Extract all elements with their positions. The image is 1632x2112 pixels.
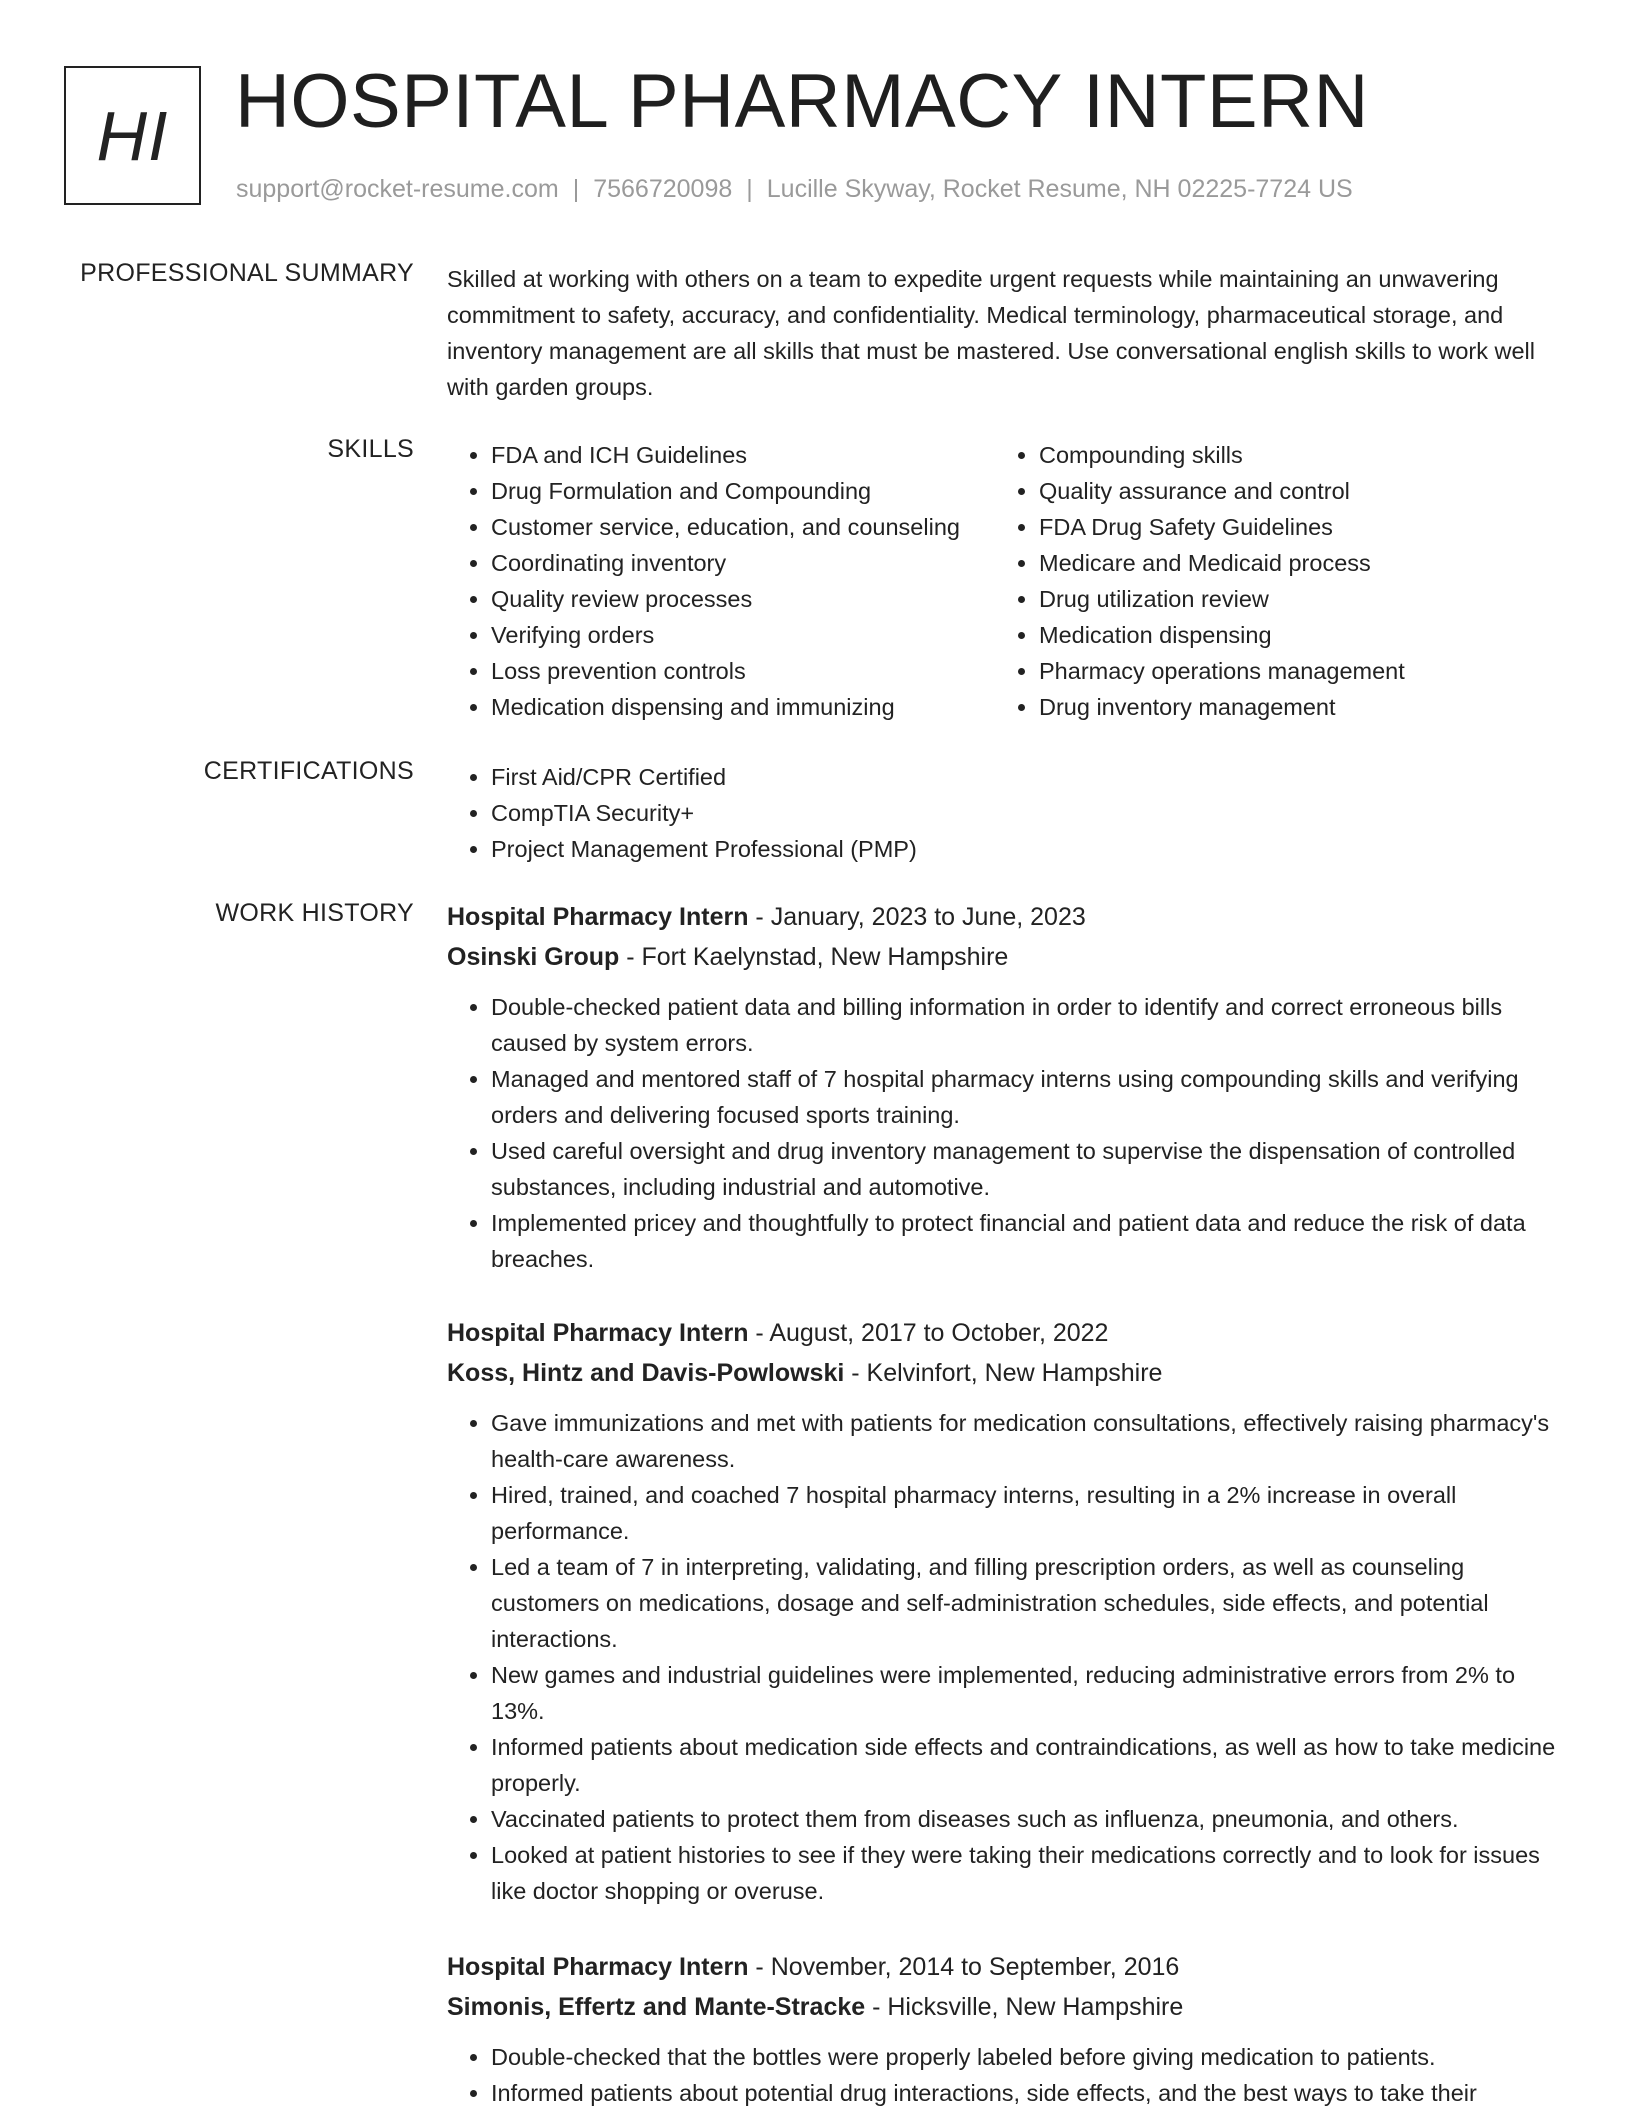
skill-item: • Coordinating inventory bbox=[491, 545, 995, 581]
summary-text: Skilled at working with others on a team to expedite urgent requests while maintaining an unwavering commitment to safety, accuracy, and confidentiality. Medical terminology, pharmaceutical storage, and inventory management are all skills that must be mastered. Use conversational english skills to work well with garden groups. bbox=[447, 266, 1535, 400]
certification-item: • Project Management Professional (PMP) bbox=[491, 831, 1565, 867]
job-dates: - November, 2014 to September, 2016 bbox=[748, 1953, 1180, 1981]
job-entry bbox=[447, 1313, 1565, 1909]
skill-item: • Medicare and Medicaid process bbox=[1039, 545, 1599, 581]
job-bullet: • Managed and mentored staff of 7 hospital pharmacy interns using compounding skills and verifying orders and delivering focused sports training. bbox=[491, 1061, 1565, 1133]
job-bullet-list bbox=[447, 2039, 1565, 2111]
section-label-certifications: CERTIFICATIONS bbox=[203, 757, 414, 785]
job-bullet: • Double-checked that the bottles were properly labeled before giving medication to patients. bbox=[491, 2039, 1565, 2075]
skill-item: • Medication dispensing and immunizing bbox=[491, 689, 995, 725]
skill-item: • Drug Formulation and Compounding bbox=[491, 473, 995, 509]
section-label-skills: SKILLS bbox=[327, 435, 414, 463]
job-bullet: • Led a team of 7 in interpreting, validating, and filling prescription orders, as well as counseling customers on medications, dosage and self-administration schedules, side effects, and potential interactions. bbox=[491, 1549, 1565, 1657]
skill-item: • Quality assurance and control bbox=[1039, 473, 1599, 509]
monogram-badge: HI bbox=[64, 66, 201, 205]
section-label-work-history: WORK HISTORY bbox=[215, 899, 414, 927]
skill-item: • Customer service, education, and counseling bbox=[491, 509, 995, 545]
job-dates: - January, 2023 to June, 2023 bbox=[748, 903, 1086, 931]
job-bullet: • Hired, trained, and coached 7 hospital pharmacy interns, resulting in a 2% increase in overall performance. bbox=[491, 1477, 1565, 1549]
job-title: Hospital Pharmacy Intern bbox=[447, 1953, 749, 1981]
job-company: Osinski Group bbox=[447, 943, 620, 971]
contact-separator: | bbox=[746, 175, 753, 203]
contact-email[interactable]: support@rocket-resume.com bbox=[236, 175, 559, 203]
job-company-line bbox=[447, 1353, 1565, 1393]
skill-item: • Verifying orders bbox=[491, 617, 995, 653]
section-label-summary: PROFESSIONAL SUMMARY bbox=[80, 259, 414, 287]
job-location: - Hicksville, New Hampshire bbox=[865, 1993, 1184, 2021]
job-company-line bbox=[447, 1987, 1565, 2027]
contact-separator: | bbox=[572, 175, 580, 203]
job-bullet: • Implemented pricey and thoughtfully to protect financial and patient data and reduce the risk of data breaches. bbox=[491, 1205, 1565, 1277]
skill-item: • Drug inventory management bbox=[1039, 689, 1599, 725]
job-company: Koss, Hintz and Davis-Powlowski bbox=[447, 1359, 845, 1387]
certification-item: • First Aid/CPR Certified bbox=[491, 759, 1565, 795]
job-dates: - August, 2017 to October, 2022 bbox=[748, 1319, 1109, 1347]
contact-line bbox=[236, 175, 1353, 204]
job-title-line bbox=[447, 897, 1565, 937]
job-title-line bbox=[447, 1313, 1565, 1353]
job-title-line bbox=[447, 1947, 1565, 1987]
skill-item: • Drug utilization review bbox=[1039, 581, 1599, 617]
job-location: - Fort Kaelynstad, New Hampshire bbox=[619, 943, 1009, 971]
contact-phone[interactable]: 7566720098 bbox=[593, 175, 733, 203]
skill-item: • FDA and ICH Guidelines bbox=[491, 437, 995, 473]
job-bullet: • Used careful oversight and drug inventory management to supervise the dispensation of controlled substances, including industrial and automotive. bbox=[491, 1133, 1565, 1205]
candidate-name: HOSPITAL PHARMACY INTERN bbox=[235, 59, 1369, 144]
skill-item: • Quality review processes bbox=[491, 581, 995, 617]
certification-item: • CompTIA Security+ bbox=[491, 795, 1565, 831]
job-bullet: • Vaccinated patients to protect them from diseases such as influenza, pneumonia, and others. bbox=[491, 1801, 1565, 1837]
job-company: Simonis, Effertz and Mante-Stracke bbox=[447, 1993, 866, 2021]
skills-list bbox=[447, 437, 1565, 725]
certifications-list bbox=[447, 759, 1565, 867]
job-bullet: • Double-checked patient data and billing information in order to identify and correct erroneous bills caused by system errors. bbox=[491, 989, 1565, 1061]
job-bullet: • Informed patients about potential drug interactions, side effects, and the best ways to take their bbox=[491, 2075, 1565, 2111]
skill-item: • Pharmacy operations management bbox=[1039, 653, 1599, 689]
job-location: - Kelvinfort, New Hampshire bbox=[844, 1359, 1163, 1387]
skill-item: • Loss prevention controls bbox=[491, 653, 995, 689]
job-bullet: • Gave immunizations and met with patients for medication consultations, effectively raising pharmacy's health-care awareness. bbox=[491, 1405, 1565, 1477]
job-bullet: • Looked at patient histories to see if they were taking their medications correctly and to look for issues like doctor shopping or overuse. bbox=[491, 1837, 1565, 1909]
skill-item: • Compounding skills bbox=[1039, 437, 1599, 473]
job-bullet: • Informed patients about medication side effects and contraindications, as well as how to take medicine properly. bbox=[491, 1729, 1565, 1801]
contact-address: Lucille Skyway, Rocket Resume, NH 02225-7724 US bbox=[766, 175, 1353, 203]
job-bullet-list bbox=[447, 1405, 1565, 1909]
job-entry bbox=[447, 897, 1565, 1277]
job-title: Hospital Pharmacy Intern bbox=[447, 1319, 749, 1347]
job-bullet-list bbox=[447, 989, 1565, 1277]
skills-column-2 bbox=[995, 437, 1599, 725]
job-entry bbox=[447, 1947, 1565, 2111]
job-company-line bbox=[447, 937, 1565, 977]
skills-column-1 bbox=[447, 437, 995, 725]
job-bullet: • New games and industrial guidelines were implemented, reducing administrative errors from 2% to 13%. bbox=[491, 1657, 1565, 1729]
job-title: Hospital Pharmacy Intern bbox=[447, 903, 749, 931]
skill-item: • Medication dispensing bbox=[1039, 617, 1599, 653]
skill-item: • FDA Drug Safety Guidelines bbox=[1039, 509, 1599, 545]
